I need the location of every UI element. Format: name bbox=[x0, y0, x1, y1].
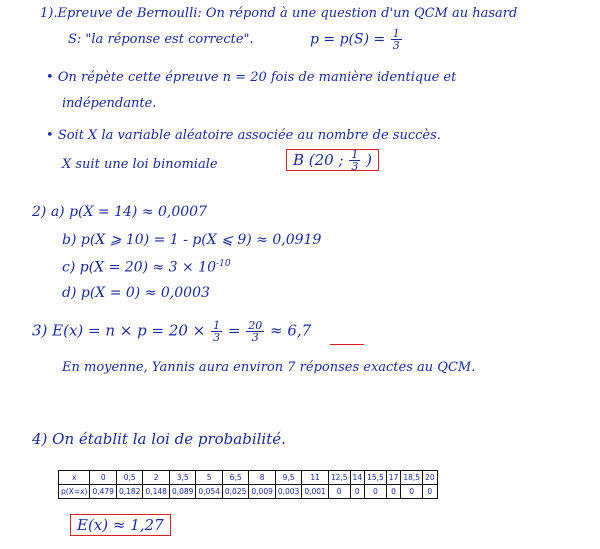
probability-value-cell: 0,148 bbox=[143, 485, 169, 499]
conclusion-sentence: En moyenne, Yannis aura environ 7 réponses exactes au QCM. bbox=[62, 360, 476, 375]
bullet2-line2: X suit une loi binomiale bbox=[62, 157, 218, 172]
probability-value-cell: 0 bbox=[401, 485, 423, 499]
x-value-cell: 8 bbox=[249, 471, 275, 485]
result-underline bbox=[330, 344, 364, 345]
part1-line1: 1).Epreuve de Bernoulli: On répond à une question d'un QCM au hasard bbox=[40, 6, 518, 21]
probability-fraction-den: 3 bbox=[392, 39, 400, 52]
part1-event-definition: S: "la réponse est correcte". bbox=[68, 32, 254, 47]
probability-formula-text: p = p(S) = bbox=[310, 31, 386, 48]
answer-2d: d) p(X = 0) ≈ 0,0003 bbox=[62, 285, 210, 301]
x-value-cell: 20 bbox=[423, 471, 438, 485]
expectation-fraction-1-num: 1 bbox=[213, 319, 221, 332]
probability-value-cell: 0 bbox=[328, 485, 350, 499]
x-value-cell: x bbox=[59, 471, 90, 485]
binomial-law bbox=[286, 149, 379, 171]
bullet2-text: Soit X la variable aléatoire associée au nombre de succès. bbox=[57, 128, 441, 143]
binomial-law-fraction bbox=[349, 149, 360, 172]
bullet-dot: • bbox=[46, 70, 58, 85]
x-value-cell: 6,5 bbox=[222, 471, 248, 485]
x-value-cell: 2 bbox=[143, 471, 169, 485]
answer-2c-text: c) p(X = 20) ≈ 3 × 10 bbox=[62, 259, 217, 276]
x-value-cell: 15,5 bbox=[365, 471, 387, 485]
expectation-box bbox=[70, 516, 171, 534]
expectation-equals: = bbox=[227, 321, 241, 340]
probability-value-cell: 0,182 bbox=[116, 485, 142, 499]
probability-value-cell: 0,089 bbox=[169, 485, 195, 499]
probability-fraction bbox=[391, 28, 402, 51]
x-value-cell: 12,5 bbox=[328, 471, 350, 485]
x-value-cell: 3,5 bbox=[169, 471, 195, 485]
x-value-cell: 17 bbox=[386, 471, 401, 485]
expectation-fraction-1 bbox=[211, 320, 222, 343]
x-value-cell: 9,5 bbox=[275, 471, 301, 485]
bullet1-text: On répète cette épreuve n = 20 fois de manière identique et bbox=[57, 70, 457, 85]
binomial-law-prefix: B (20 ; bbox=[293, 150, 344, 169]
expectation-formula bbox=[32, 320, 311, 343]
expectation-fraction-2 bbox=[246, 320, 264, 343]
probability-formula bbox=[310, 28, 403, 51]
bullet-dot: • bbox=[46, 128, 58, 143]
answer-2c bbox=[62, 259, 231, 276]
probability-value-cell: p(X=x) bbox=[59, 485, 90, 499]
probability-value-cell: 0,009 bbox=[249, 485, 275, 499]
expectation-formula-prefix: 3) E(x) = n × p = 20 × bbox=[32, 321, 206, 340]
answer-2c-exponent: -10 bbox=[216, 259, 231, 269]
bullet1-line1 bbox=[46, 70, 456, 85]
bullet2-line1 bbox=[46, 128, 441, 143]
expectation-result: 6,7 bbox=[287, 321, 312, 340]
x-value-cell: 0,5 bbox=[116, 471, 142, 485]
probability-value-cell: 0 bbox=[386, 485, 401, 499]
probability-value-cell: 0,003 bbox=[275, 485, 301, 499]
binomial-law-box bbox=[286, 149, 379, 172]
table-row-x bbox=[59, 471, 438, 485]
probability-value-cell: 0,054 bbox=[196, 485, 222, 499]
binomial-law-fraction-den: 3 bbox=[351, 160, 359, 173]
probability-value-cell: 0 bbox=[350, 485, 365, 499]
x-value-cell: 18,5 bbox=[401, 471, 423, 485]
probability-table bbox=[58, 470, 438, 499]
binomial-law-suffix: ) bbox=[366, 150, 372, 169]
probability-value-cell: 0 bbox=[423, 485, 438, 499]
expectation-fraction-2-num: 20 bbox=[248, 319, 263, 332]
part4-title: 4) On établit la loi de probabilité. bbox=[32, 430, 286, 448]
probability-value-cell: 0,001 bbox=[302, 485, 328, 499]
probability-value-cell: 0 bbox=[365, 485, 387, 499]
answer-2a: 2) a) p(X = 14) ≈ 0,0007 bbox=[32, 204, 207, 220]
binomial-law-fraction-num: 1 bbox=[351, 148, 359, 161]
x-value-cell: 5 bbox=[196, 471, 222, 485]
x-value-cell: 11 bbox=[302, 471, 328, 485]
bullet1-line2: indépendante. bbox=[62, 96, 157, 111]
table-row-p bbox=[59, 485, 438, 499]
probability-value-cell: 0,025 bbox=[222, 485, 248, 499]
expectation-approx: ≈ bbox=[269, 321, 283, 340]
probability-value-cell: 0,479 bbox=[90, 485, 116, 499]
answer-2b: b) p(X ⩾ 10) = 1 - p(X ⩽ 9) ≈ 0,0919 bbox=[62, 232, 322, 248]
x-value-cell: 14 bbox=[350, 471, 365, 485]
probability-fraction-num: 1 bbox=[392, 27, 400, 40]
expectation-final: E(x) ≈ 1,27 bbox=[70, 514, 171, 536]
expectation-fraction-1-den: 3 bbox=[213, 331, 221, 344]
x-value-cell: 0 bbox=[90, 471, 116, 485]
expectation-fraction-2-den: 3 bbox=[251, 331, 259, 344]
